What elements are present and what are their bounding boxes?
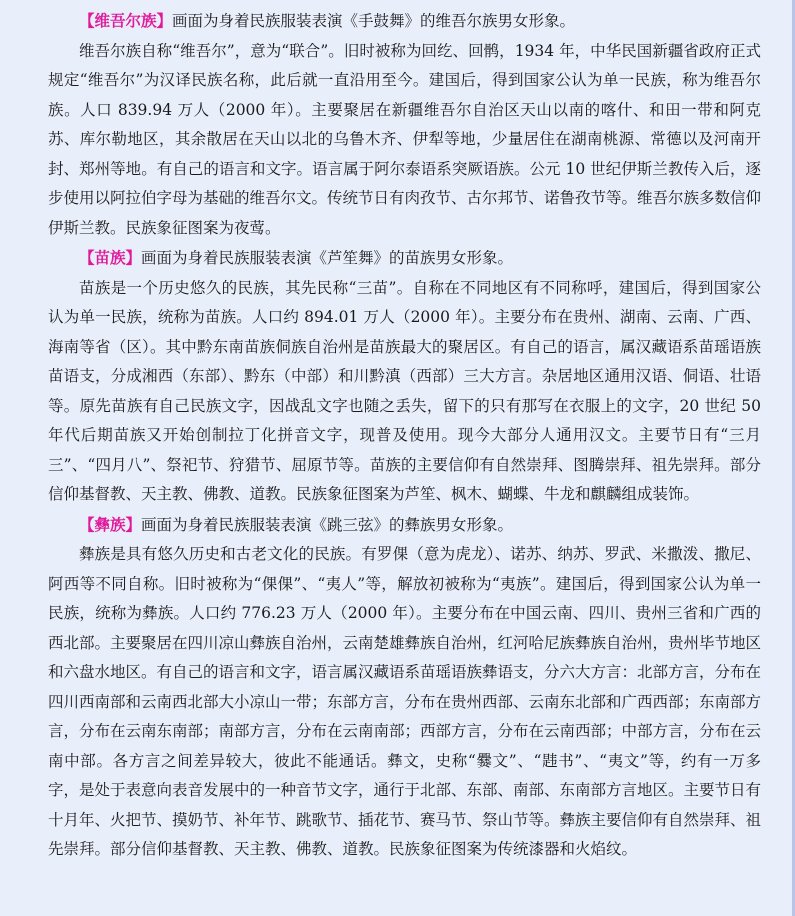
- section-body: 苗族是一个历史悠久的民族，其先民称“三苗”。自称在不同地区有不同称呼，建国后，得到国家公认为单一民族，统称为苗族。人口约 894.01 万人（2000 年）。主要分布在贵州、湖南、云南、广西、海南等省（区）。其中黔东南苗族侗族自治州是苗族最大的聚居区。有自己的语言，属汉藏语系苗瑶语族苗语支，分成湘西（东部）、黔东（中部）和川黔滇（西部）三大方言。杂居地区通用汉语、侗语、壮语等。原先苗族有自己民族文字，因战乱文字也随之丢失，留下的只有那写在衣服上的文字，20 世纪 50 年代后期苗族又开始创制拉丁化拼音文字，现普及使用。现今大部分人通用汉文。主要节日有“三月三”、“四月八”、祭祀节、狩猎节、屈原节等。苗族的主要信仰有自然崇拜、图腾崇拜、祖先崇拜。部分信仰基督教、天主教、佛教、道教。民族象征图案为芦笙、枫木、蝴蝶、牛龙和麒麟组成装饰。: [48, 278, 761, 503]
- section-tag: 【苗族】: [79, 248, 142, 267]
- caption-text: 画面为身着民族服装表演《手鼓舞》的维吾尔族男女形象。: [172, 12, 576, 30]
- section-caption: [48, 6, 761, 37]
- section-miao: [48, 243, 761, 510]
- section-caption: [48, 243, 761, 274]
- section-uyghur: [48, 6, 761, 243]
- section-tag: 【维吾尔族】: [79, 11, 173, 30]
- section-yi: [48, 510, 761, 865]
- section-tag: 【彝族】: [79, 514, 142, 534]
- caption-text: 画面为身着民族服装表演《芦笙舞》的苗族男女形象。: [141, 249, 514, 267]
- section-body: 彝族是具有悠久历史和古老文化的民族。有罗倮（意为虎龙）、诺苏、纳苏、罗武、米撒泼、撒尼、阿西等不同自称。旧时被称为“倮倮”、“夷人”等，解放初被称为“夷族”。建国后，得到国家公认为单一民族，统称为彝族。人口约 776.23 万人（2000 年）。主要分布在中国云南、四川、贵州三省和广西的西北部。主要聚居在四川凉山彝族自治州，云南楚雄彝族自治州，红河哈尼族彝族自治州，贵州毕节地区和六盘水地区。有自己的语言和文字，语言属汉藏语系苗瑶语族彝语支，分六大方言：北部方言，分布在四川西南部和云南西北部大小凉山一带；东部方言，分布在贵州西部、云南东北部和广西西部；东南部方言，分布在云南东南部；南部方言，分布在云南南部；西部方言，分布在云南西部；中部方言，分布在云南中部。各方言之间差异较大，彼此不能通话。彝文，史称“爨文”、“韪书”、“夷文”等，约有一万多字，是处于表意向表音发展中的一种音节文字，通行于北部、东部、南部、东南部方言地区。主要节日有十月年、火把节、摸奶节、补年节、跳歌节、插花节、赛马节、祭山节等。彝族主要信仰有自然崇拜、祖先崇拜。部分信仰基督教、天主教、佛教、道教。民族象征图案为传统漆器和火焰纹。: [48, 545, 762, 858]
- caption-text: 画面为身着民族服装表演《跳三弦》的彝族男女形象。: [141, 515, 514, 534]
- section-caption: [48, 510, 761, 541]
- section-body: 维吾尔族自称“维吾尔”，意为“联合”。旧时被称为回纥、回鹘，1934 年，中华民国新疆省政府正式规定“维吾尔”为汉译民族名称，此后就一直沿用至今。建国后，得到国家公认为单一民族，称为维吾尔族。人口 839.94 万人（2000 年）。主要聚居在新疆维吾尔自治区天山以南的喀什、和田一带和阿克苏、库尔勒地区，其余散居在天山以北的乌鲁木齐、伊犁等地，少量居住在湖南桃源、常德以及河南开封、郑州等地。有自己的语言和文字。语言属于阿尔泰语系突厥语族。公元 10 世纪伊斯兰教传入后，逐步使用以阿拉伯字母为基础的维吾尔文。传统节日有肉孜节、古尔邦节、诺鲁孜节等。维吾尔族多数信仰伊斯兰教。民族象征图案为夜莺。: [48, 41, 762, 237]
